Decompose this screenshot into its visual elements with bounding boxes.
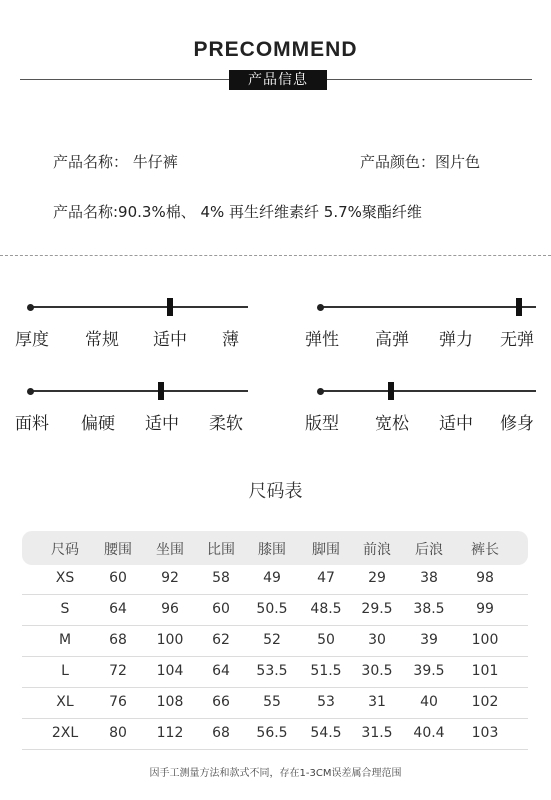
table-cell: 48.5	[310, 601, 342, 617]
table-cell: 30.5	[361, 663, 393, 679]
table-cell: 108	[156, 694, 184, 710]
table-cell: 99	[476, 601, 494, 617]
slider-option-label: 弹力	[439, 330, 473, 350]
slider-track	[30, 306, 248, 308]
table-cell: 55	[263, 694, 281, 710]
table-header-cell: 后浪	[415, 542, 443, 558]
slider-attribute-label: 厚度	[15, 330, 49, 350]
slider-start-dot	[317, 304, 324, 311]
slider-attribute-label: 弹性	[305, 330, 339, 350]
table-header-cell: 膝围	[258, 542, 286, 558]
slider-option-label: 适中	[439, 414, 473, 434]
table-cell: 53	[317, 694, 335, 710]
slider-option-label: 常规	[85, 330, 119, 350]
table-cell: 66	[212, 694, 230, 710]
table-cell: 56.5	[256, 725, 288, 741]
slider-track	[320, 306, 536, 308]
table-cell: 58	[212, 570, 230, 586]
table-header-cell: 裤长	[471, 542, 499, 558]
table-cell: 112	[156, 725, 184, 741]
size-table-title: 尺码表	[248, 481, 303, 502]
product-color: 产品颜色：图片色	[360, 153, 481, 171]
table-cell: 100	[471, 632, 499, 648]
table-cell: 50	[317, 632, 335, 648]
slider-attribute-label: 版型	[305, 414, 339, 434]
slider-option-label: 适中	[153, 330, 187, 350]
slider-option-label: 柔软	[209, 414, 243, 434]
table-cell: 38	[420, 570, 438, 586]
table-cell: 68	[109, 632, 127, 648]
slider-option-label: 无弹	[500, 330, 534, 350]
table-cell: 101	[471, 663, 499, 679]
table-cell: 54.5	[310, 725, 342, 741]
product-name: 产品名称： 牛仔裤	[53, 153, 178, 171]
table-cell: 38.5	[413, 601, 445, 617]
table-cell: 96	[161, 601, 179, 617]
slider-start-dot	[317, 388, 324, 395]
table-header-cell: 脚围	[312, 542, 340, 558]
table-header-cell: 尺码	[51, 542, 79, 558]
size-label-cell: 2XL	[51, 725, 79, 741]
size-label-cell: XL	[56, 694, 74, 710]
slider-start-dot	[27, 304, 34, 311]
slider-marker	[158, 382, 164, 400]
slider-marker	[516, 298, 522, 316]
table-cell: 80	[109, 725, 127, 741]
slider-track	[320, 390, 536, 392]
table-cell: 29	[368, 570, 386, 586]
slider-attribute-label: 面料	[15, 414, 49, 434]
slider-option-label: 修身	[500, 414, 534, 434]
table-cell: 64	[109, 601, 127, 617]
table-cell: 76	[109, 694, 127, 710]
slider-option-label: 宽松	[375, 414, 409, 434]
size-label-cell: XS	[55, 570, 75, 586]
size-label-cell: L	[61, 663, 69, 679]
table-cell: 31.5	[361, 725, 393, 741]
table-cell: 98	[476, 570, 494, 586]
size-label-cell: M	[58, 632, 72, 648]
table-header-cell: 比围	[207, 542, 235, 558]
section-badge: 产品信息	[229, 70, 327, 90]
table-cell: 60	[212, 601, 230, 617]
slider-option-label: 薄	[222, 330, 239, 350]
row-divider	[22, 656, 528, 657]
table-cell: 29.5	[361, 601, 393, 617]
table-cell: 40.4	[413, 725, 445, 741]
product-material: 产品名称:90.3%棉、 4% 再生纤维素纤 5.7%聚酯纤维	[53, 203, 422, 221]
table-cell: 53.5	[256, 663, 288, 679]
table-cell: 62	[212, 632, 230, 648]
table-cell: 92	[161, 570, 179, 586]
table-cell: 60	[109, 570, 127, 586]
row-divider	[22, 625, 528, 626]
row-divider	[22, 718, 528, 719]
table-cell: 102	[471, 694, 499, 710]
slider-option-label: 高弹	[375, 330, 409, 350]
slider-option-label: 适中	[145, 414, 179, 434]
table-header-cell: 前浪	[363, 542, 391, 558]
slider-option-label: 偏硬	[81, 414, 115, 434]
table-cell: 31	[368, 694, 386, 710]
footer-note: 因手工测量方法和款式不同，存在1-3CM误差属合理范围	[149, 768, 402, 779]
table-cell: 30	[368, 632, 386, 648]
table-header-cell: 坐围	[156, 542, 184, 558]
table-cell: 40	[420, 694, 438, 710]
row-divider	[22, 687, 528, 688]
table-cell: 47	[317, 570, 335, 586]
table-header-cell: 腰围	[104, 542, 132, 558]
table-cell: 51.5	[310, 663, 342, 679]
table-cell: 39	[420, 632, 438, 648]
table-cell: 72	[109, 663, 127, 679]
row-divider	[22, 749, 528, 750]
slider-start-dot	[27, 388, 34, 395]
table-cell: 68	[212, 725, 230, 741]
table-cell: 49	[263, 570, 281, 586]
table-cell: 39.5	[413, 663, 445, 679]
row-divider	[22, 594, 528, 595]
table-cell: 64	[212, 663, 230, 679]
section-title: PRECOMMEND	[193, 38, 358, 61]
table-cell: 103	[471, 725, 499, 741]
table-cell: 50.5	[256, 601, 288, 617]
table-cell: 100	[156, 632, 184, 648]
table-cell: 52	[263, 632, 281, 648]
slider-marker	[167, 298, 173, 316]
slider-marker	[388, 382, 394, 400]
slider-track	[30, 390, 248, 392]
table-cell: 104	[156, 663, 184, 679]
dotted-divider	[0, 255, 551, 256]
size-label-cell: S	[60, 601, 70, 617]
